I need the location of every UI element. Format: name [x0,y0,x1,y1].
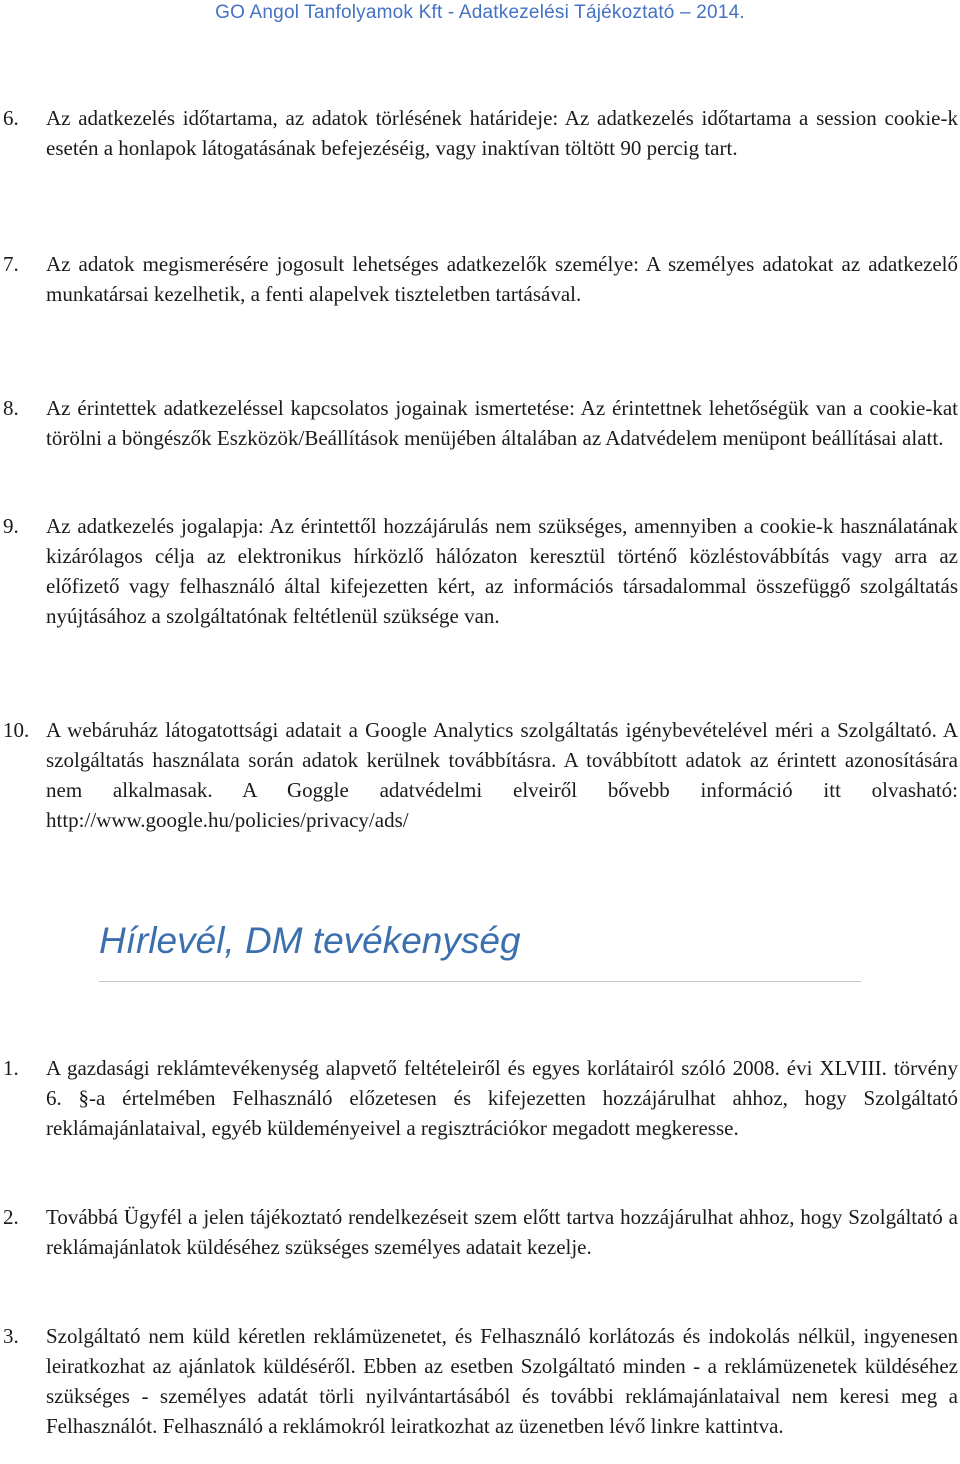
list-item-10 [0,715,960,835]
item-number: 2. [3,1205,19,1229]
item-number: 7. [3,252,19,276]
item-number: 6. [3,106,19,130]
item-text: Az adatkezelés időtartama, az adatok törlésének határideje: Az adatkezelés időtartama a session cookie-k esetén a honlapok látogatásának befejezéséig, vagy inaktívan töltött 90 percig tart. [46,106,958,160]
item-text: Továbbá Ügyfél a jelen tájékoztató rendelkezéseit szem előtt tartva hozzájárulhat ahhoz, hogy Szolgáltató a reklámajánlatok küldéséhez szükséges személyes adatait kezelje. [46,1205,958,1259]
item-number: 1. [3,1056,19,1080]
item-text: Szolgáltató nem küld kéretlen reklámüzenetet, és Felhasználó korlátozás és indokolás nélkül, ingyenesen leiratkozhat az ajánlatok küldéséről. Ebben az esetben Szolgáltató minden - a reklámüzenetek küldéséhez szükséges - személyes adatát törli nyilvántartásából és további reklámajánlataival nem keresi meg a Felhasználót. Felhasználó a reklámokról leiratkozhat az üzenetben lévő linkre kattintva. [46,1324,958,1438]
item-number: 10. [3,718,30,742]
heading-divider [99,981,861,982]
list-item-8 [0,393,960,453]
item-text: Az érintettek adatkezeléssel kapcsolatos jogainak ismertetése: Az érintettnek lehetőségük van a cookie-kat törölni a böngészők Eszközök/Beállítások menüjében általában az Adatvédelem menüpont beállításai alatt. [46,396,958,450]
section-heading: Hírlevél, DM tevékenység [99,920,521,961]
list-item-2 [0,1202,960,1262]
privacy-link[interactable]: http://www.google.hu/policies/privacy/ads/ [46,808,409,832]
list-item-3 [0,1321,960,1441]
item-number: 3. [3,1324,19,1348]
list-item-1 [0,1053,960,1143]
list-item-7 [0,249,960,309]
item-text: Az adatok megismerésére jogosult lehetséges adatkezelők személye: A személyes adatokat az adatkezelő munkatársai kezelhetik, a fenti alapelvek tiszteletben tartásával. [46,252,958,306]
item-number: 9. [3,514,19,538]
document-header: GO Angol Tanfolyamok Kft - Adatkezelési Tájékoztató – 2014. [215,2,745,23]
item-text: A gazdasági reklámtevékenység alapvető feltételeiről és egyes korlátairól szóló 2008. évi XLVIII. törvény 6. §-a értelmében Felhasználó előzetesen és kifejezetten hozzájárulhat ahhoz, hogy Szolgáltató reklámajánlataival, egyéb küldeményeivel a regisztrációkor megadott megkeresse. [46,1056,958,1140]
list-item-6 [0,103,960,163]
list-item-9 [0,511,960,631]
item-number: 8. [3,396,19,420]
item-text: Az adatkezelés jogalapja: Az érintettől hozzájárulás nem szükséges, amennyiben a cookie-k használatának kizárólagos célja az elektronikus hírközlő hálózaton keresztül történő közléstovábbítás vagy arra az előfizető vagy felhasználó által kifejezetten kért, az információs társadalommal összefüggő szolgáltatás nyújtásához a szolgáltatónak feltétlenül szüksége van. [46,514,958,628]
item-text: A webáruház látogatottsági adatait a Google Analytics szolgáltatás igénybevételével méri a Szolgáltató. A szolgáltatás használata során adatok kerülnek továbbításra. A továbbított adatok az érintett azonosítására nem alkalmasak. A Goggle adatvédelmi elveiről bővebb információ itt olvasható: [46,718,958,802]
